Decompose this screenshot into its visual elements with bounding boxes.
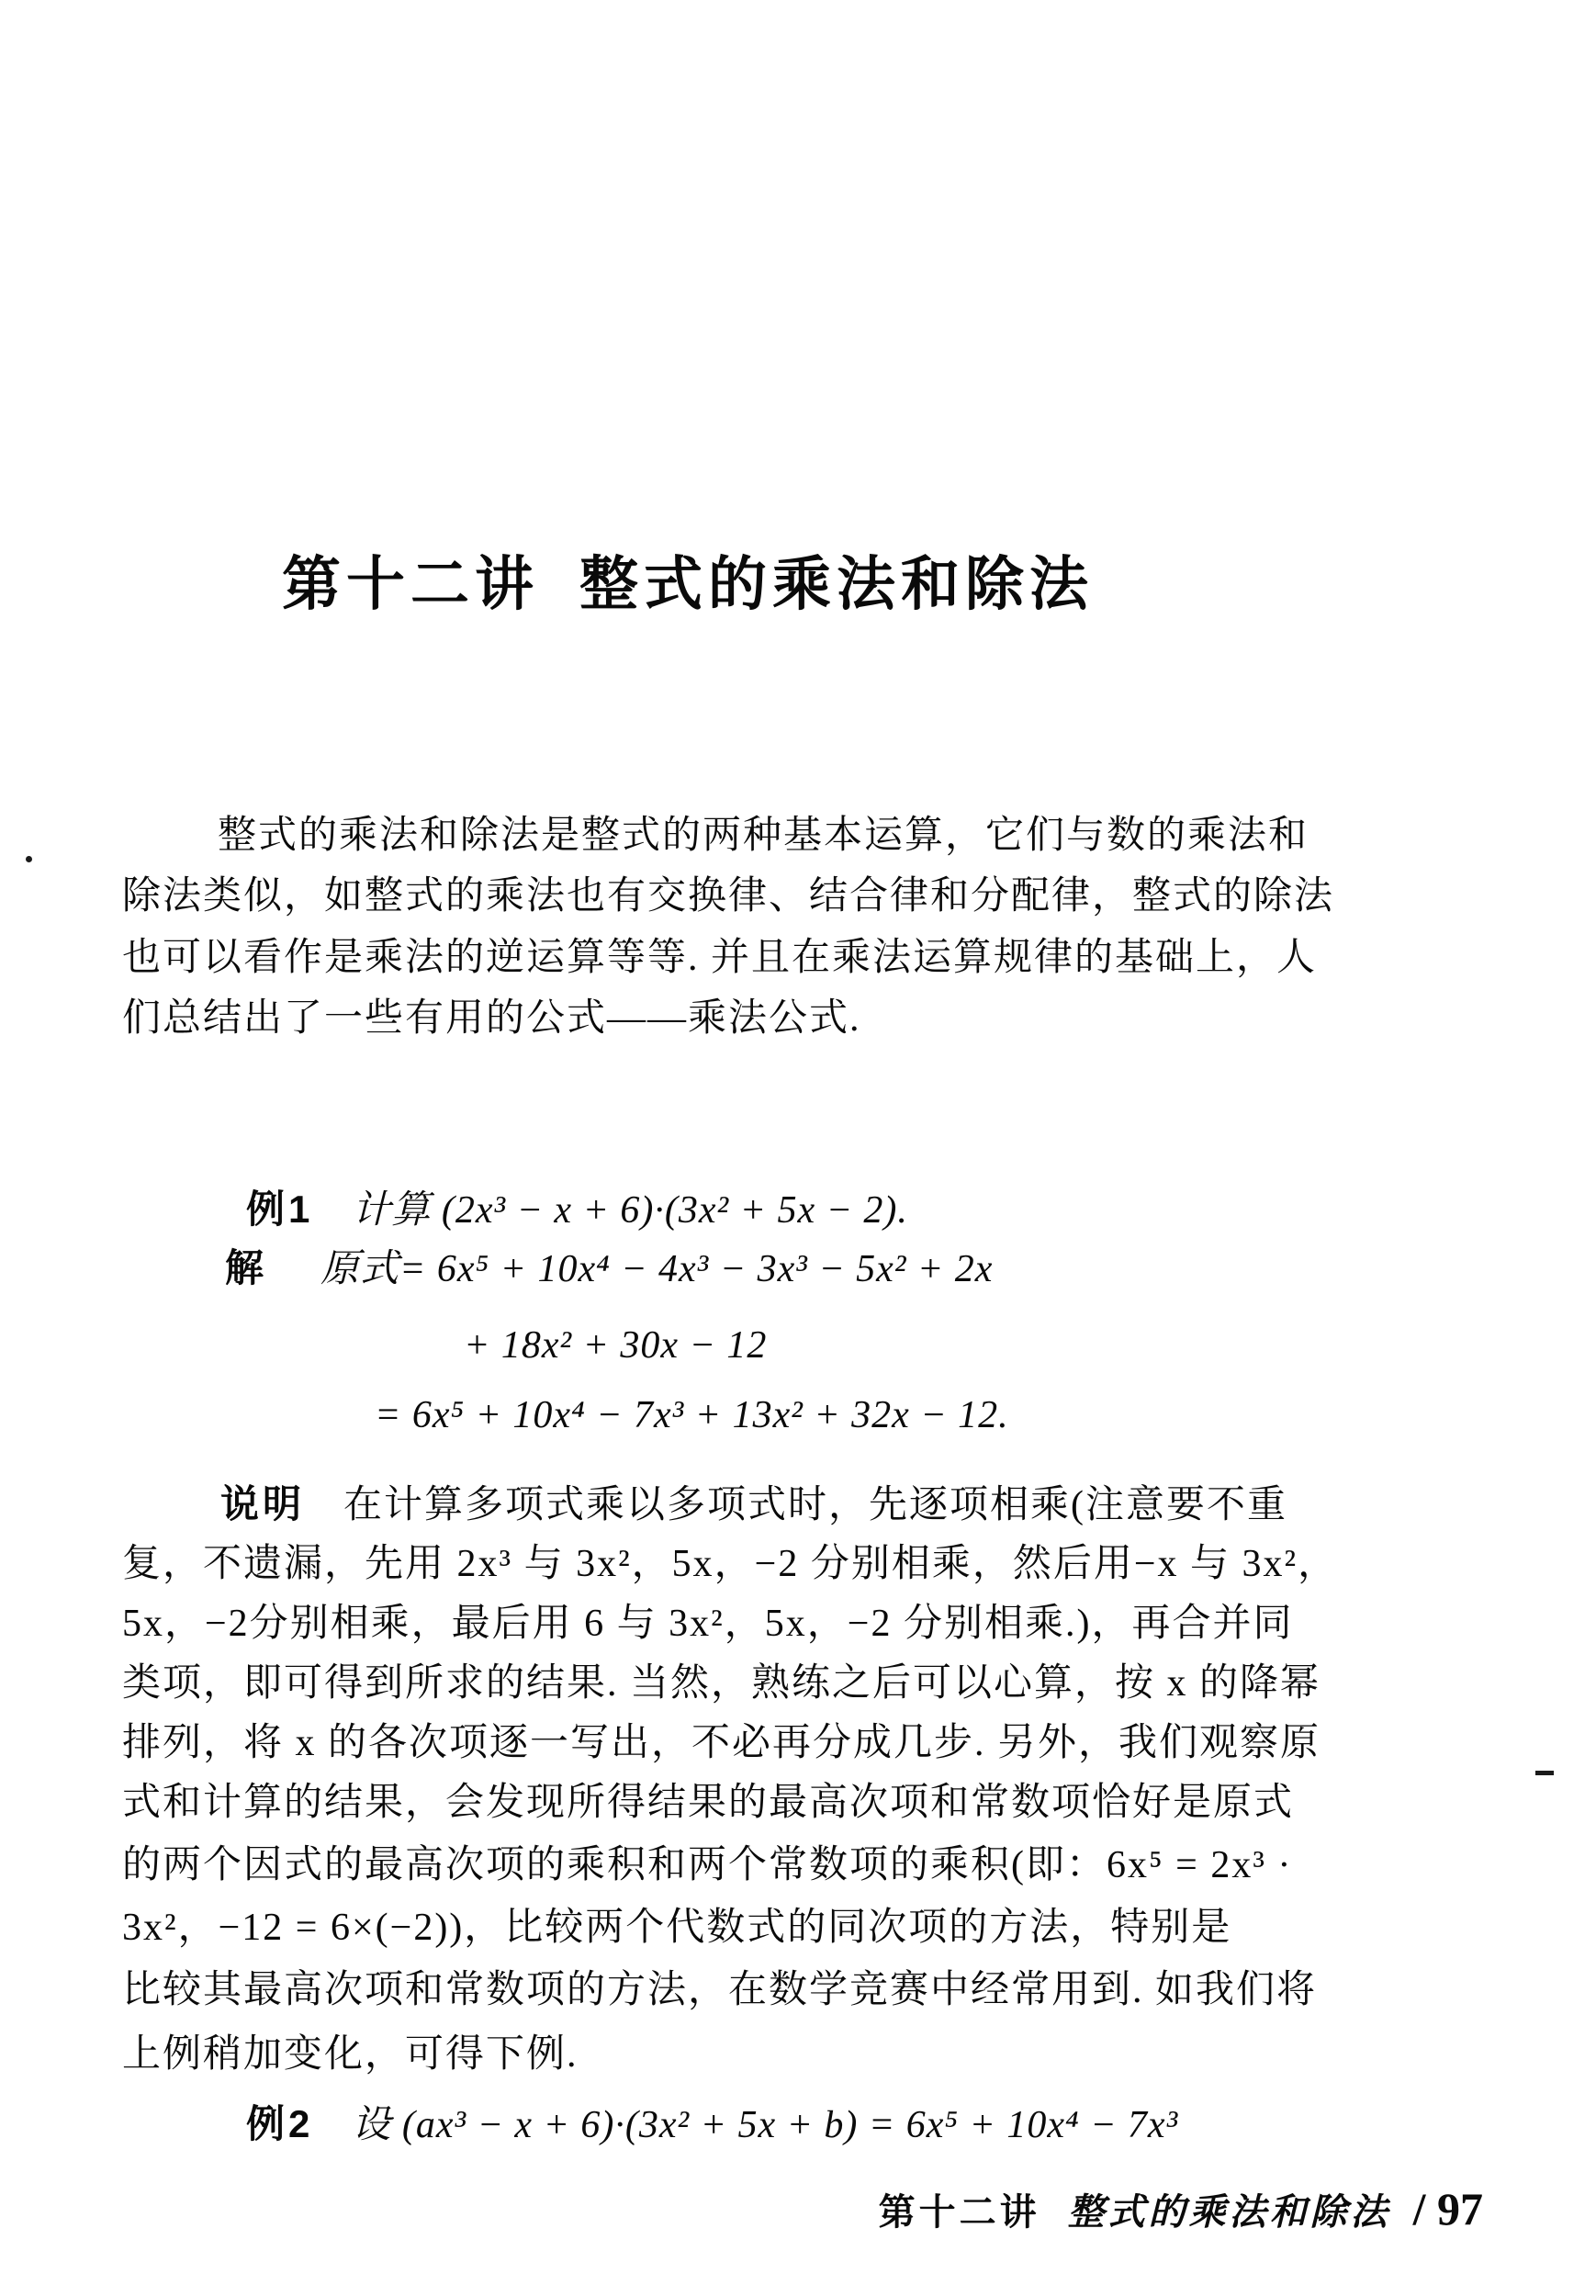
example1-problem: 计算 (2x³ − x + 6)·(3x² + 5x − 2). — [352, 1189, 908, 1232]
footer-page-number: / 97 — [1412, 2183, 1483, 2234]
remark-text-1: 在计算多项式乘以多项式时，先逐项相乘(注意要不重 — [343, 1484, 1288, 1526]
intro-line: 们总结出了一些有用的公式——乘法公式. — [122, 997, 861, 1040]
solution-expression-2: + 18x² + 30x − 12 — [464, 1324, 768, 1367]
example1-problem-line — [246, 1187, 908, 1233]
intro-line: 除法类似，如整式的乘法也有交换律、结合律和分配律，整式的除法 — [122, 875, 1335, 917]
remark-line: 类项，即可得到所求的结果. 当然，熟练之后可以心算，按 x 的降幂 — [122, 1662, 1321, 1705]
example2-label: 例2 — [246, 2102, 314, 2145]
example2-line — [246, 2101, 1178, 2148]
remark-line-1 — [220, 1481, 1287, 1528]
example2-problem: 设 (ax³ − x + 6)·(3x² + 5x + b) = 6x⁵ + 10x⁴ − 7x³ — [352, 2104, 1179, 2146]
page-footer — [879, 2182, 1483, 2235]
scan-speck-left-margin — [26, 856, 32, 862]
intro-line: 也可以看作是乘法的逆运算等等. 并且在乘法运算规律的基础上，人 — [122, 937, 1318, 979]
remark-line: 比较其最高次项和常数项的方法，在数学竞赛中经常用到. 如我们将 — [122, 1969, 1318, 2011]
remark-line: 复，不遗漏，先用 2x³ 与 3x²，5x，−2 分别相乘，然后用−x 与 3x²， — [122, 1543, 1339, 1585]
footer-section-title: 整式的乘法和除法 — [1067, 2191, 1391, 2233]
solution-label: 解 — [225, 1246, 268, 1289]
remark-line: 式和计算的结果，会发现所得结果的最高次项和常数项恰好是原式 — [122, 1782, 1295, 1824]
footer-chapter: 第十二讲 — [878, 2192, 1040, 2233]
solution-expression-1: 原式= 6x⁵ + 10x⁴ − 4x³ − 3x³ − 5x² + 2x — [320, 1248, 994, 1290]
remark-line: 3x²，−12 = 6×(−2))，比较两个代数式的同次项的方法，特别是 — [122, 1907, 1232, 1949]
remark-line: 上例稍加变化，可得下例. — [122, 2033, 579, 2076]
remark-line: 排列，将 x 的各次项逐一写出，不必再分成几步. 另外，我们观察原 — [122, 1722, 1321, 1764]
remark-line: 5x，−2分别相乘，最后用 6 与 3x²，5x，−2 分别相乘.)，再合并同 — [122, 1603, 1294, 1645]
intro-line: 整式的乘法和除法是整式的两种基本运算，它们与数的乘法和 — [218, 815, 1309, 857]
example1-solution-line-1 — [225, 1245, 993, 1292]
chapter-name: 整式的乘法和除法 — [579, 551, 1094, 617]
remark-label: 说明 — [220, 1482, 306, 1525]
chapter-number: 第十二讲 — [282, 551, 539, 617]
example1-label: 例1 — [246, 1187, 314, 1231]
scan-speck-right-margin — [1535, 1771, 1554, 1775]
solution-expression-3: = 6x⁵ + 10x⁴ − 7x³ + 13x² + 32x − 12. — [375, 1394, 1009, 1436]
remark-line: 的两个因式的最高次项的乘积和两个常数项的乘积(即：6x⁵ = 2x³ · — [122, 1844, 1293, 1886]
page-title — [282, 537, 1094, 622]
